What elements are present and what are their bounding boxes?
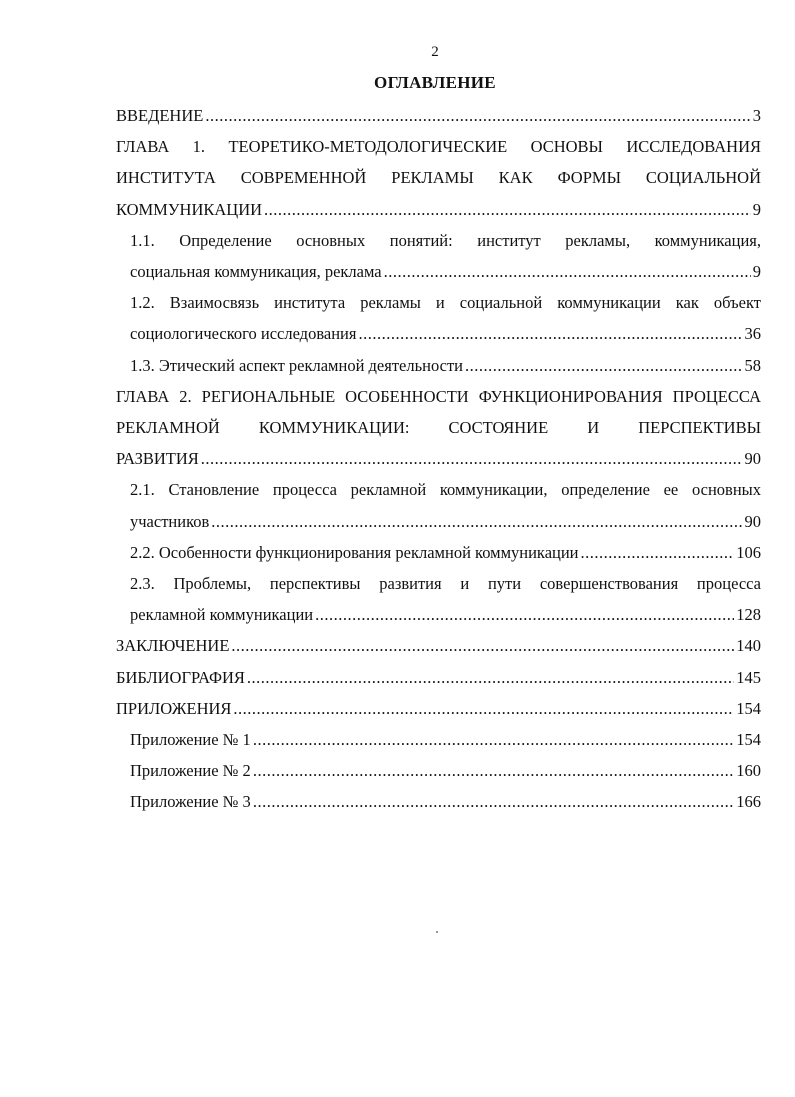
toc-entry-title: ВВЕДЕНИЕ [116,106,204,125]
toc-entry-title-lead: 1.1. Определение основных понятий: институт рекламы, коммуникация, [130,230,761,250]
toc-entry-chapter-2[interactable] [116,381,761,475]
table-of-contents [116,100,761,818]
dot-leader [315,599,734,630]
page-title: ОГЛАВЛЕНИЕ [374,73,496,92]
toc-entry-section-1-3[interactable] [130,350,761,381]
toc-entry-title: Приложение № 2 [130,761,251,781]
dot-leader [253,786,734,817]
toc-entry-conclusion[interactable] [116,630,761,661]
toc-entry-section-2-2[interactable] [130,537,761,568]
toc-entry-title-lead: 2.1. Становление процесса рекламной коммуникации, определение ее основных [130,480,761,500]
toc-entry-chapter-1[interactable] [116,131,761,225]
dot-leader [465,350,743,381]
toc-entry-title: 2.2. Особенности функционирования рекламной коммуникации [130,542,579,562]
toc-entry-section-2-1[interactable] [130,474,761,536]
toc-entry-title: КОММУНИКАЦИИ [116,199,263,219]
toc-entry-page: 9 [752,262,761,282]
dot-leader [247,662,734,693]
toc-entry-page: 90 [744,511,761,531]
toc-entry-title: рекламной коммуникации [130,605,314,625]
toc-entry-title: 1.3. Этический аспект рекламной деятельности [130,355,463,375]
dot-leader [253,724,734,755]
toc-entry-title: социологического исследования [130,324,357,344]
toc-entry-appendix-2[interactable] [130,755,761,786]
toc-entry-section-1-2[interactable] [130,287,761,349]
toc-entry-page: 166 [736,792,761,812]
toc-entry-page: 154 [736,730,761,750]
toc-entry-title: социальная коммуникация, реклама [130,262,382,282]
page-number: 2 [431,44,439,60]
toc-entry-page: 140 [736,636,761,656]
dot-leader [233,693,734,724]
toc-entry-bibliography[interactable] [116,662,761,693]
dot-leader [253,755,734,786]
toc-entry-introduction[interactable] [116,100,761,131]
toc-entry-title: ЗАКЛЮЧЕНИЕ [116,636,230,656]
toc-entry-section-2-3[interactable] [130,568,761,630]
toc-entry-page: 128 [736,605,761,625]
toc-entry-title-lead: ГЛАВА 1. ТЕОРЕТИКО-МЕТОДОЛОГИЧЕСКИЕ ОСНОВЫ ИССЛЕДОВАНИЯ ИНСТИТУТА СОВРЕМЕННОЙ РЕКЛАМЫ КАК ФОРМЫ СОЦИАЛЬНОЙ [116,137,761,188]
toc-entry-page: 90 [744,449,761,469]
dot-leader [211,506,742,537]
toc-entry-page: 106 [736,542,761,562]
toc-entry-title-lead: 1.2. Взаимосвязь института рекламы и социальной коммуникации как объект [130,293,761,313]
toc-entry-page: 160 [736,761,761,781]
toc-entry-page: 145 [736,667,761,687]
toc-entry-title-lead: 2.3. Проблемы, перспективы развития и пути совершенствования процесса [130,574,761,594]
dot-leader [358,318,742,349]
dot-leader [205,100,750,131]
dot-leader [384,256,751,287]
toc-entry-appendix-1[interactable] [130,724,761,755]
toc-entry-section-1-1[interactable] [130,225,761,287]
toc-entry-title: Приложение № 3 [130,792,251,812]
toc-entry-title: РАЗВИТИЯ [116,449,199,469]
toc-entry-page: 36 [744,324,761,344]
toc-entry-title: участников [130,511,210,531]
toc-entry-title-lead: ГЛАВА 2. РЕГИОНАЛЬНЫЕ ОСОБЕННОСТИ ФУНКЦИОНИРОВАНИЯ ПРОЦЕССА РЕКЛАМНОЙ КОММУНИКАЦИИ: СОСТОЯНИЕ И ПЕРСПЕКТИВЫ [116,386,761,438]
dot-leader [581,537,735,568]
toc-entry-title: БИБЛИОГРАФИЯ [116,667,245,687]
toc-entry-page: 154 [736,698,761,718]
scan-speck [436,931,438,933]
toc-entry-title: Приложение № 1 [130,730,251,750]
dot-leader [201,443,743,474]
dot-leader [264,194,751,225]
toc-entry-page: 58 [744,355,761,375]
toc-entry-appendices[interactable] [116,693,761,724]
toc-entry-page: 9 [752,199,761,219]
dot-leader [231,630,734,661]
toc-entry-appendix-3[interactable] [130,786,761,817]
toc-entry-page: 3 [752,106,761,125]
toc-entry-title: ПРИЛОЖЕНИЯ [116,698,232,718]
